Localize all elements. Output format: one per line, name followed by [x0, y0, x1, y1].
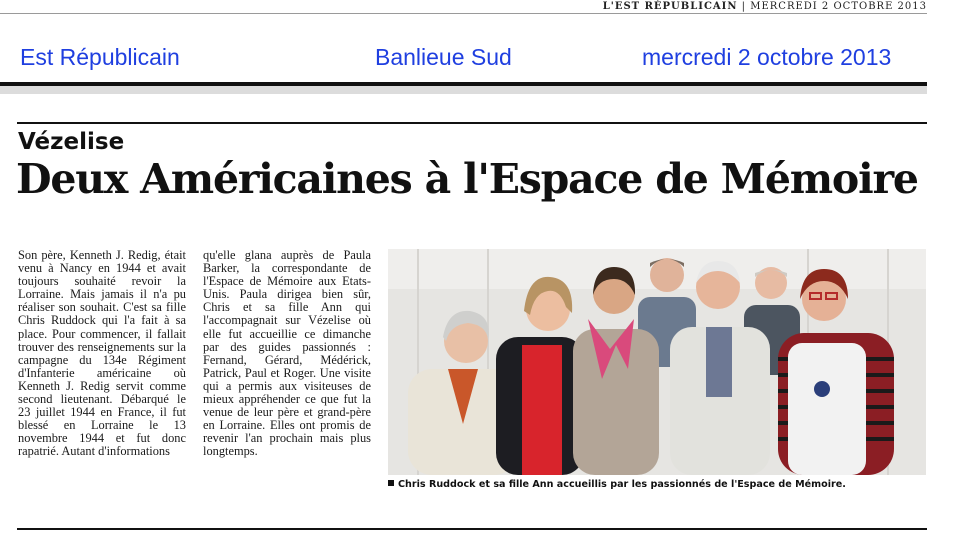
- article-photo: [388, 249, 926, 475]
- header-date: mercredi 2 octobre 2013: [642, 44, 892, 70]
- photo-caption: [388, 479, 846, 490]
- article-column-2: qu'elle glana auprès de Paula Barker, la correspondante de l'Espace de Mémoire aux Etats-Unis. Paula dirigea bien sûr, Chris et sa fille Ann qui l'accompagnait sur Vézelise où elle fut accueillie ce dimanche par des guides passionnés : Fernand, Gérard, Médérick, Patrick, Paul et Roger. Une visite qui a permis aux visiteuses de mieux appréhender ce que fut la venue de leur père et grand-père en Lorraine. Elles ont promis de revenir l'an prochain mais plus longtemps.: [203, 248, 371, 459]
- caption-text: Chris Ruddock et sa fille Ann accueillis par les passionnés de l'Espace de Mémoire.: [398, 479, 846, 490]
- article-kicker: Vézelise: [18, 129, 125, 155]
- masthead-paper-name: L'EST RÉPUBLICAIN: [602, 1, 738, 12]
- caption-square-icon: [388, 480, 394, 486]
- article-column-1: Son père, Kenneth J. Redig, était venu à Nancy en 1944 et avait toujours souhaité revoir la Lorraine. Mais jamais il n'a pu réaliser son souhait. C'est sa fille Chris Ruddock qui l'a fait à sa place. Pour commencer, il fallait trouver des renseignements sur la campagne du 134e Régiment d'Infanterie américaine où Kenneth J. Redig servit comme second lieutenant. Débarqué le 23 juillet 1944 en France, il fut blessé en Lorraine le 13 novembre 1944 et fut donc rapatrié. Autant d'informations: [18, 248, 186, 459]
- article-bottom-rule: [17, 528, 927, 530]
- top-divider: [0, 13, 927, 14]
- article-top-rule: [17, 122, 927, 124]
- masthead-line: [603, 1, 927, 12]
- masthead-date: MERCREDI 2 OCTOBRE 2013: [750, 1, 927, 12]
- article-headline: Deux Américaines à l'Espace de Mémoire: [16, 155, 918, 203]
- masthead-separator: |: [741, 1, 747, 12]
- header-paper-name: Est Républicain: [20, 44, 180, 70]
- group-photo-illustration: [388, 249, 926, 475]
- header-band: [0, 86, 927, 94]
- header-section: Banlieue Sud: [375, 44, 512, 70]
